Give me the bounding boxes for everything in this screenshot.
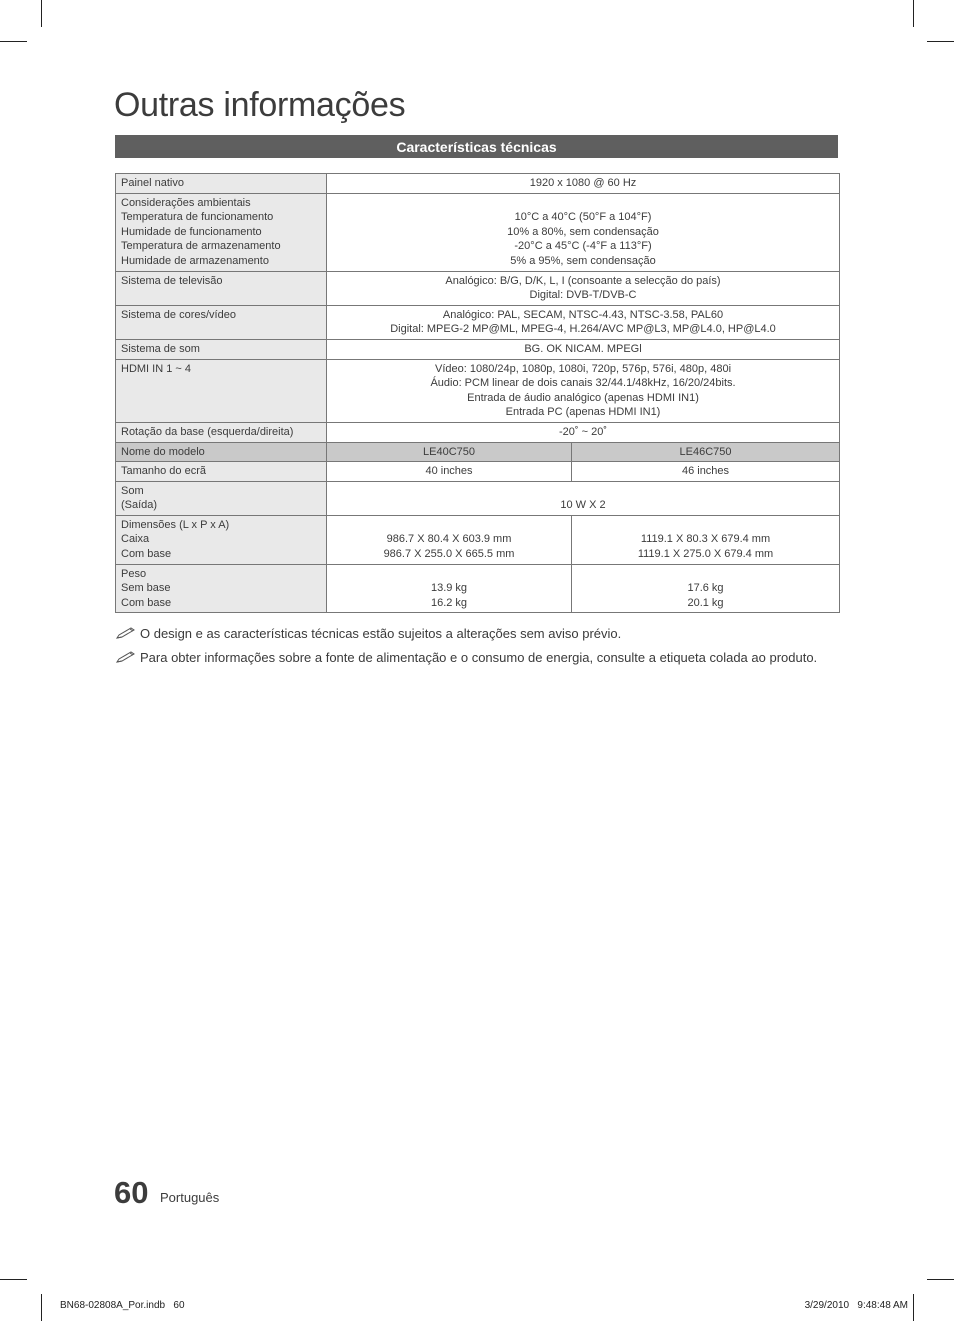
spec-label: Sistema de televisão — [121, 274, 223, 287]
spec-value: Digital: MPEG-2 MP@ML, MPEG-4, H.264/AVC MP@L3, MP@L4.0, HP@L4.0 — [390, 323, 776, 336]
spec-label: Humidade de funcionamento — [121, 225, 262, 238]
spec-value: 10 W X 2 — [560, 499, 606, 512]
table-row — [116, 305, 840, 339]
crop-mark — [913, 1294, 914, 1321]
pencil-note-icon — [115, 650, 137, 664]
spec-value: Entrada de áudio analógico (apenas HDMI IN1) — [467, 391, 699, 404]
table-row — [116, 271, 840, 305]
note-text: Para obter informações sobre a fonte de alimentação e o consumo de energia, consulte a etiqueta colada ao produto. — [140, 649, 818, 665]
spec-value-cell — [572, 515, 840, 564]
table-row — [116, 481, 840, 515]
note-text: O design e as características técnicas estão sujeitos a alterações sem aviso prévio. — [140, 625, 622, 641]
spec-label: Caixa — [121, 533, 150, 546]
spec-value: 986.7 X 255.0 X 665.5 mm — [383, 548, 515, 561]
spec-value: 10°C a 40°C (50°F a 104°F) — [514, 211, 652, 224]
spec-value: 1920 x 1080 @ 60 Hz — [529, 177, 637, 189]
spec-value-cell — [572, 442, 840, 462]
spec-label: Sem base — [121, 582, 171, 595]
note-item — [115, 645, 855, 669]
spec-value: Digital: DVB-T/DVB-C — [529, 289, 637, 302]
spec-value: 40 inches — [425, 465, 473, 478]
spec-value: 13.9 kg — [430, 582, 468, 595]
spec-value: BG. OK NICAM. MPEGl — [524, 342, 642, 355]
spec-label: Peso — [121, 567, 147, 580]
spec-label-cell — [116, 481, 327, 515]
spec-value-cell — [327, 422, 840, 442]
spec-value-cell — [327, 174, 840, 194]
table-row — [116, 462, 840, 482]
crop-mark — [41, 1294, 42, 1321]
spec-value: 1119.1 X 80.3 X 679.4 mm — [640, 533, 771, 546]
spec-value-cell — [327, 193, 840, 271]
spec-label: Nome do modelo — [121, 445, 205, 458]
spec-value: 46 inches — [681, 465, 730, 478]
spec-label-cell — [116, 359, 327, 422]
spec-value: LE46C750 — [679, 445, 732, 458]
spec-value-cell — [327, 271, 840, 305]
spec-label-cell — [116, 462, 327, 482]
table-row — [116, 359, 840, 422]
spec-value: 986.7 X 80.4 X 603.9 mm — [386, 533, 512, 546]
spec-label-cell — [116, 515, 327, 564]
spec-value-cell — [327, 339, 840, 359]
page-language: Português — [160, 1190, 220, 1205]
spec-label: Som — [121, 484, 144, 497]
spec-value: 10% a 80%, sem condensação — [507, 225, 659, 238]
spec-label-cell — [116, 442, 327, 462]
spec-value-cell — [327, 481, 840, 515]
crop-mark — [927, 41, 954, 42]
spec-table — [115, 173, 840, 613]
spec-value: 17.6 kg — [687, 582, 724, 595]
spec-value: Vídeo: 1080/24p, 1080p, 1080i, 720p, 576p, 576i, 480p, 480i — [434, 362, 732, 375]
spec-value: 20.1 kg — [687, 596, 724, 609]
page-title: Outras informações — [114, 86, 406, 124]
crop-mark — [913, 0, 914, 27]
table-row — [116, 174, 840, 194]
spec-label: Sistema de som — [121, 342, 200, 355]
spec-value: LE40C750 — [423, 445, 475, 458]
spec-label: Com base — [121, 548, 172, 561]
spec-label-cell — [116, 339, 327, 359]
spec-label-cell — [116, 271, 327, 305]
spec-value-cell — [572, 462, 840, 482]
crop-mark — [927, 1279, 954, 1280]
spec-label: Rotação da base (esquerda/direita) — [121, 425, 294, 438]
spec-label: (Saída) — [121, 499, 158, 512]
spec-value-cell — [327, 462, 572, 482]
spec-value-cell — [327, 305, 840, 339]
section-title: Características técnicas — [115, 135, 838, 158]
spec-label: Considerações ambientais — [121, 196, 251, 209]
spec-label-cell — [116, 193, 327, 271]
spec-value: Entrada PC (apenas HDMI IN1) — [505, 406, 661, 419]
table-row — [116, 422, 840, 442]
table-row — [116, 515, 840, 564]
spec-label: Tamanho do ecrã — [121, 465, 206, 478]
pencil-note-icon — [115, 626, 137, 640]
crop-mark — [0, 1279, 27, 1280]
spec-value-cell — [327, 359, 840, 422]
spec-value: Analógico: PAL, SECAM, NTSC-4.43, NTSC-3.58, PAL60 — [442, 308, 724, 321]
spec-label-cell — [116, 564, 327, 613]
spec-value: 5% a 95%, sem condensação — [510, 254, 656, 267]
spec-value: -20˚ ~ 20˚ — [559, 425, 607, 438]
table-row — [116, 442, 840, 462]
spec-value-cell — [572, 564, 840, 613]
spec-value: Áudio: PCM linear de dois canais 32/44.1/48kHz, 16/20/24bits. — [430, 377, 736, 390]
spec-value: -20°C a 45°C (-4°F a 113°F) — [514, 240, 652, 253]
crop-mark — [41, 0, 42, 27]
spec-label-cell — [116, 422, 327, 442]
spec-value: 1119.1 X 275.0 X 679.4 mm — [637, 548, 774, 561]
table-row — [116, 339, 840, 359]
spec-label: Com base — [121, 596, 172, 609]
spec-value-cell — [327, 442, 572, 462]
spec-label: Sistema de cores/vídeo — [121, 308, 236, 321]
table-row — [116, 193, 840, 271]
spec-value-cell — [327, 515, 572, 564]
crop-mark — [0, 41, 27, 42]
spec-value-cell — [327, 564, 572, 613]
spec-value: Analógico: B/G, D/K, L, I (consoante a selecção do país) — [445, 274, 721, 287]
table-row — [116, 564, 840, 613]
spec-label-cell — [116, 305, 327, 339]
spec-label: Temperatura de funcionamento — [121, 211, 274, 224]
spec-value: 16.2 kg — [430, 596, 468, 609]
spec-label: Painel nativo — [121, 177, 184, 189]
footer-datetime: 3/29/2010 9:48:48 AM — [804, 1300, 908, 1311]
spec-label: Humidade de armazenamento — [121, 254, 269, 267]
page-number: 60 — [114, 1175, 149, 1210]
footer-file: BN68-02808A_Por.indb 60 — [60, 1300, 185, 1311]
spec-label: Dimensões (L x P x A) — [121, 518, 230, 531]
note-item — [115, 621, 855, 645]
spec-label-cell — [116, 174, 327, 194]
spec-label: HDMI IN 1 ~ 4 — [121, 362, 191, 375]
spec-label: Temperatura de armazenamento — [121, 240, 281, 253]
notes — [115, 621, 855, 669]
